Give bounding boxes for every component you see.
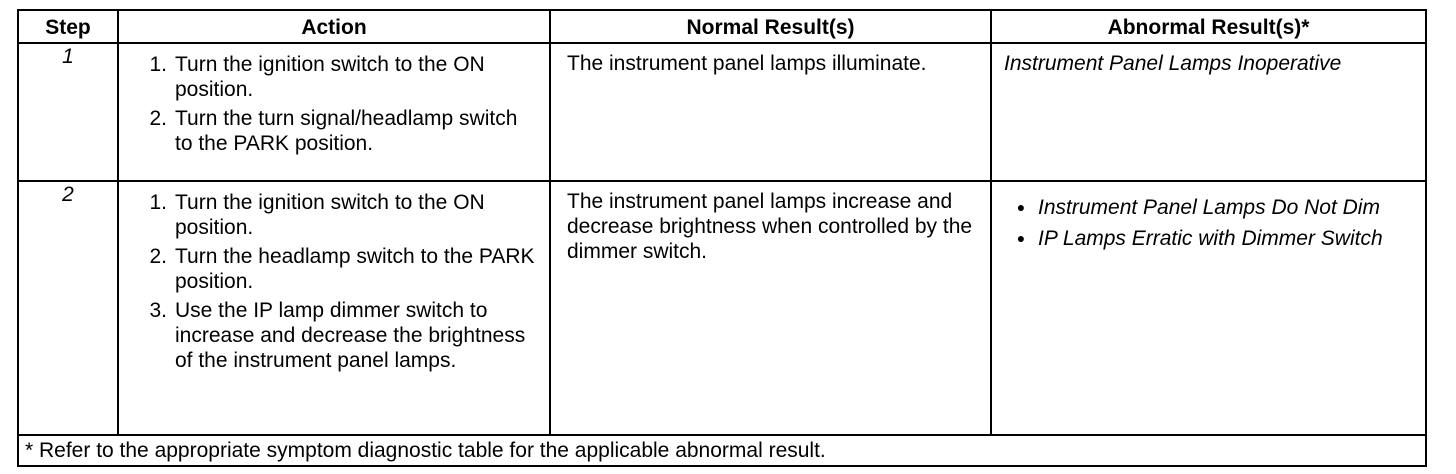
- step-number: 2: [18, 181, 118, 435]
- action-item-text: Turn the headlamp switch to the PARK position.: [175, 245, 535, 293]
- diagnostic-table-container: [17, 9, 1427, 467]
- action-item: [129, 244, 539, 294]
- footnote-row: [18, 435, 1426, 466]
- action-cell: [118, 181, 550, 435]
- action-item-text: Turn the ignition switch to the ON position.: [175, 53, 485, 101]
- normal-result: The instrument panel lamps increase and decrease brightness when controlled by the dimmer switch.: [550, 181, 991, 435]
- abnormal-result-list-cell: [991, 181, 1426, 435]
- action-item-number: 2.: [149, 245, 167, 268]
- action-item: [129, 52, 539, 102]
- abnormal-result-item: IP Lamps Erratic with Dimmer Switch: [1038, 227, 1383, 250]
- action-item-text: Use the IP lamp dimmer switch to increase and decrease the brightness of the instrument panel lamps.: [175, 299, 526, 372]
- table-row: [18, 181, 1426, 435]
- list-item: [1004, 195, 1415, 220]
- header-action: Action: [118, 10, 550, 43]
- action-item-number: 1.: [149, 53, 167, 76]
- abnormal-result-list: [1004, 195, 1415, 251]
- step-number: 1: [18, 43, 118, 181]
- action-list: [129, 190, 539, 373]
- diagnostic-table: [17, 9, 1427, 467]
- action-item-text: Turn the ignition switch to the ON position.: [175, 191, 485, 239]
- footnote: * Refer to the appropriate symptom diagnostic table for the applicable abnormal result.: [18, 435, 1426, 466]
- action-item: [129, 106, 539, 156]
- action-list: [129, 52, 539, 156]
- header-abnormal-results: Abnormal Result(s)*: [991, 10, 1426, 43]
- action-item: [129, 298, 539, 373]
- bullet-icon: ●: [1016, 199, 1026, 215]
- action-item-number: 3.: [149, 299, 167, 322]
- header-normal-results: Normal Result(s): [550, 10, 991, 43]
- header-row: [18, 10, 1426, 43]
- header-step: Step: [18, 10, 118, 43]
- abnormal-result: Instrument Panel Lamps Inoperative: [991, 43, 1426, 181]
- action-cell: [118, 43, 550, 181]
- action-item-number: 2.: [149, 107, 167, 130]
- action-item-number: 1.: [149, 191, 167, 214]
- normal-result: The instrument panel lamps illuminate.: [550, 43, 991, 181]
- list-item: [1004, 226, 1415, 251]
- abnormal-result-item: Instrument Panel Lamps Do Not Dim: [1038, 196, 1380, 219]
- action-item: [129, 190, 539, 240]
- action-item-text: Turn the turn signal/headlamp switch to the PARK position.: [175, 107, 518, 155]
- bullet-icon: ●: [1016, 230, 1026, 246]
- table-row: [18, 43, 1426, 181]
